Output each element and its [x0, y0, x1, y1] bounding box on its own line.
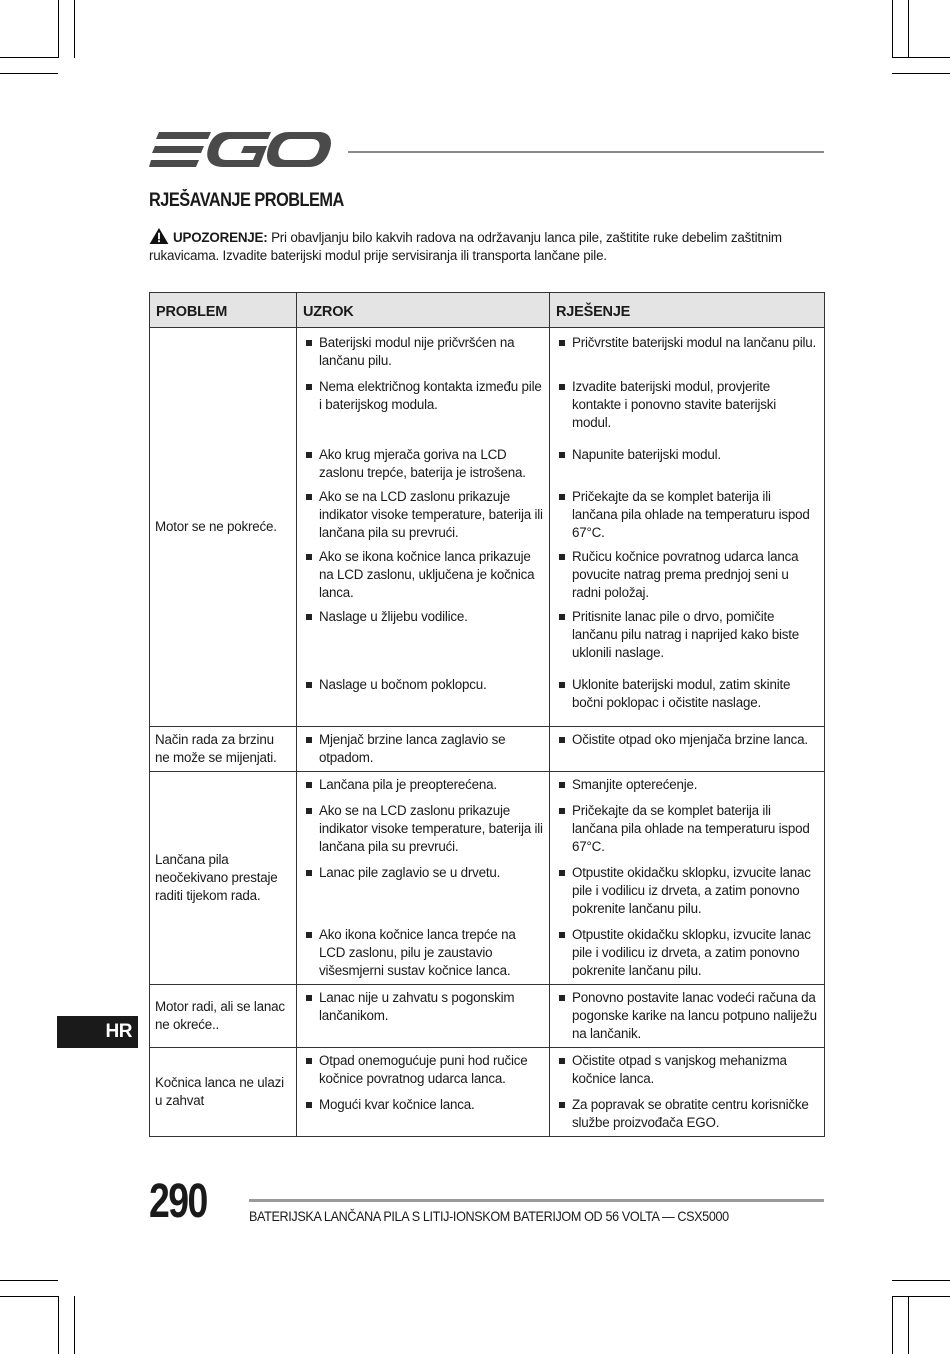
- cause-item: Naslage u bočnom poklopcu.: [303, 676, 543, 694]
- cause-cell: [297, 544, 550, 604]
- crop-mark: [908, 0, 909, 58]
- cause-cell: [297, 374, 550, 442]
- table-body: [150, 328, 825, 1137]
- crop-mark: [58, 1296, 59, 1354]
- crop-mark: [0, 1280, 58, 1281]
- troubleshooting-table: [149, 292, 825, 1137]
- table-row: [150, 1048, 825, 1093]
- solution-cell: [550, 798, 825, 860]
- cause-item: Ako se na LCD zaslonu prikazuje indikator visoke temperature, baterija ili lančana pila su prevrući.: [303, 488, 543, 542]
- solution-item: Pričekajte da se komplet baterija ili lančana pila ohlade na temperaturu ispod 67°C.: [556, 488, 818, 542]
- header-rule: [348, 151, 824, 153]
- solution-cell: [550, 860, 825, 922]
- language-tab-label: HR: [105, 1021, 132, 1042]
- crop-mark: [0, 73, 58, 74]
- solution-item: Ponovno postavite lanac vodeći računa da pogonske karike na lancu potpuno naliježu na lančanik.: [556, 989, 818, 1043]
- page-title: RJEŠAVANJE PROBLEMA: [149, 190, 344, 211]
- crop-mark: [58, 0, 59, 58]
- footer-title: BATERIJSKA LANČANA PILA S LITIJ-IONSKOM BATERIJOM OD 56 VOLTA — CSX5000: [249, 1208, 729, 1224]
- cause-cell: [297, 772, 550, 799]
- cause-cell: [297, 1092, 550, 1137]
- cause-item: Naslage u žlijebu vodilice.: [303, 608, 543, 626]
- crop-mark: [892, 1280, 950, 1281]
- solution-item: Za popravak se obratite centru korisničke službe proizvođača EGO.: [556, 1096, 818, 1132]
- crop-mark: [892, 57, 950, 58]
- crop-mark: [892, 1296, 950, 1297]
- cause-item: Baterijski modul nije pričvršćen na lančanu pilu.: [303, 334, 543, 370]
- solution-item: Očistite otpad oko mjenjača brzine lanca.: [556, 731, 818, 749]
- table-row: [150, 985, 825, 1048]
- table-row: [150, 727, 825, 772]
- cause-item: Ako se ikona kočnice lanca prikazuje na LCD zaslonu, uključena je kočnica lanca.: [303, 548, 543, 602]
- language-tab: [57, 1016, 138, 1048]
- crop-mark: [74, 0, 75, 58]
- solution-cell: [550, 1092, 825, 1137]
- cause-item: Nema električnog kontakta između pile i baterijskog modula.: [303, 378, 543, 414]
- header-cause: UZROK: [297, 293, 550, 328]
- solution-cell: [550, 484, 825, 544]
- crop-mark: [892, 0, 893, 58]
- problem-cell: Motor radi, ali se lanac ne okreće..: [150, 985, 297, 1048]
- solution-cell: [550, 544, 825, 604]
- cause-cell: [297, 328, 550, 375]
- ego-logo: [149, 130, 331, 170]
- solution-item: Ručicu kočnice povratnog udarca lanca povucite natrag prema prednjoj seni u radni položaj.: [556, 548, 818, 602]
- solution-cell: [550, 604, 825, 672]
- crop-mark: [908, 1296, 909, 1354]
- solution-item: Pričvrstite baterijski modul na lančanu pilu.: [556, 334, 818, 352]
- cause-cell: [297, 604, 550, 672]
- solution-cell: [550, 727, 825, 772]
- warning-notice: [149, 228, 824, 265]
- warning-triangle-icon: [149, 228, 169, 244]
- footer-rule: [249, 1199, 824, 1202]
- warning-text: Pri obavljanju bilo kakvih radova na održavanju lanca pile, zaštitite ruke debelim zaštitnim rukavicama. Izvadite baterijski modul prije servisiranja ili transporta lančane pile.: [149, 230, 782, 263]
- solution-item: Otpustite okidačku sklopku, izvucite lanac pile i vodilicu iz drveta, a zatim ponovno pokrenite lančanu pilu.: [556, 926, 818, 980]
- solution-item: Napunite baterijski modul.: [556, 446, 818, 464]
- solution-cell: [550, 985, 825, 1048]
- cause-cell: [297, 484, 550, 544]
- solution-item: Otpustite okidačku sklopku, izvucite lanac pile i vodilicu iz drveta, a zatim ponovno pokrenite lančanu pilu.: [556, 864, 818, 918]
- crop-mark: [74, 1296, 75, 1354]
- solution-cell: [550, 922, 825, 985]
- cause-cell: [297, 672, 550, 727]
- solution-cell: [550, 328, 825, 375]
- cause-cell: [297, 922, 550, 985]
- cause-item: Ako ikona kočnice lanca trepće na LCD zaslonu, pilu je zaustavio višesmjerni sustav kočnice lanca.: [303, 926, 543, 980]
- solution-cell: [550, 1048, 825, 1093]
- page-number: 290: [149, 1175, 207, 1228]
- cause-item: Ako se na LCD zaslonu prikazuje indikator visoke temperature, baterija ili lančana pila su prevrući.: [303, 802, 543, 856]
- warning-label: UPOZORENJE:: [173, 230, 268, 245]
- solution-cell: [550, 374, 825, 442]
- crop-mark: [892, 1296, 893, 1354]
- table-row: [150, 772, 825, 799]
- cause-cell: [297, 1048, 550, 1093]
- solution-item: Očistite otpad s vanjskog mehanizma kočnice lanca.: [556, 1052, 818, 1088]
- solution-cell: [550, 672, 825, 727]
- problem-cell: Način rada za brzinu ne može se mijenjati.: [150, 727, 297, 772]
- cause-cell: [297, 798, 550, 860]
- problem-cell: Kočnica lanca ne ulazi u zahvat: [150, 1048, 297, 1137]
- solution-item: Smanjite opterećenje.: [556, 776, 818, 794]
- problem-cell: Motor se ne pokreće.: [150, 328, 297, 727]
- cause-item: Otpad onemogućuje puni hod ručice kočnice povratnog udarca lanca.: [303, 1052, 543, 1088]
- table-header-row: [150, 293, 825, 328]
- header-problem: PROBLEM: [150, 293, 297, 328]
- table-row: [150, 328, 825, 375]
- solution-cell: [550, 772, 825, 799]
- header-solution: RJEŠENJE: [550, 293, 825, 328]
- solution-item: Izvadite baterijski modul, provjerite kontakte i ponovno stavite baterijski modul.: [556, 378, 818, 432]
- solution-item: Pričekajte da se komplet baterija ili lančana pila ohlade na temperaturu ispod 67°C.: [556, 802, 818, 856]
- cause-item: Lančana pila je preopterećena.: [303, 776, 543, 794]
- cause-cell: [297, 442, 550, 484]
- cause-item: Mjenjač brzine lanca zaglavio se otpadom.: [303, 731, 543, 767]
- cause-item: Lanac pile zaglavio se u drvetu.: [303, 864, 543, 882]
- cause-item: Ako krug mjerača goriva na LCD zaslonu trepće, baterija je istrošena.: [303, 446, 543, 482]
- cause-cell: [297, 860, 550, 922]
- crop-mark: [0, 1296, 58, 1297]
- cause-item: Lanac nije u zahvatu s pogonskim lančanikom.: [303, 989, 543, 1025]
- solution-cell: [550, 442, 825, 484]
- cause-cell: [297, 727, 550, 772]
- crop-mark: [0, 57, 58, 58]
- problem-cell: Lančana pila neočekivano prestaje raditi tijekom rada.: [150, 772, 297, 985]
- cause-cell: [297, 985, 550, 1048]
- solution-item: Pritisnite lanac pile o drvo, pomičite lančanu pilu natrag i naprijed kako biste uklonili naslage.: [556, 608, 818, 662]
- solution-item: Uklonite baterijski modul, zatim skinite bočni poklopac i očistite naslage.: [556, 676, 818, 712]
- crop-mark: [892, 73, 950, 74]
- cause-item: Mogući kvar kočnice lanca.: [303, 1096, 543, 1114]
